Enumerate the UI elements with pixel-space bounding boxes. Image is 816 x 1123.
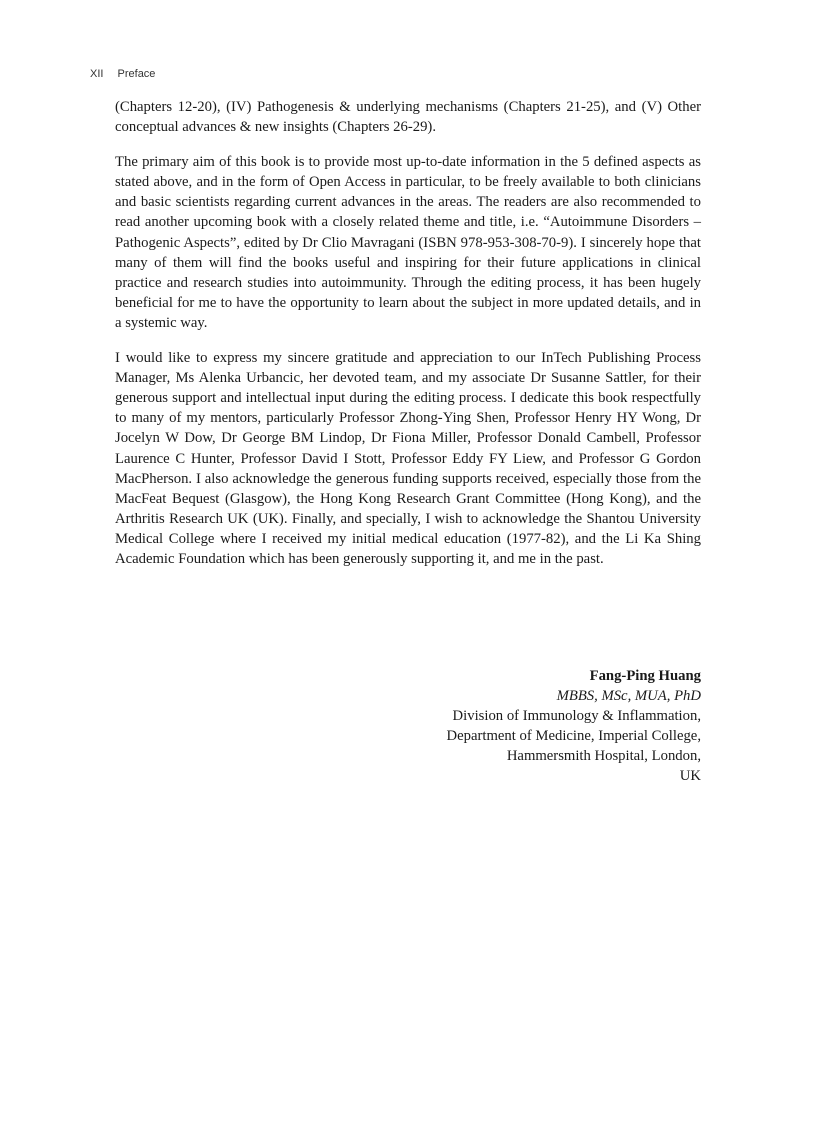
signature-block xyxy=(447,666,702,787)
paragraph-1: (Chapters 12-20), (IV) Pathogenesis & underlying mechanisms (Chapters 21-25), and (V) Other conceptual advances & new insights (Chapters 26-29). xyxy=(115,99,701,136)
paragraph-2: The primary aim of this book is to provide most up-to-date information in the 5 defined aspects as stated above, and in the form of Open Access in particular, to be freely available to both clinicians and basic scientists regarding current advances in the areas. The readers are also recommended to read another upcoming book with a closely related theme and title, i.e. “Autoimmune Disorders – Pathogenic Aspects”, edited by Dr Clio Mavragani (ISBN 978-953-308-70-9). I sincerely hope that many of them will find the books useful and inspiring for their future applications in clinical practice and research studies into autoimmunity. Through the editing process, it has been hugely beneficial for me to have the opportunity to learn about the subject in more updated details, and in a systemic way. xyxy=(115,154,701,331)
preface-body xyxy=(115,97,701,584)
affiliation-line-1: Division of Immunology & Inflammation, xyxy=(452,708,701,725)
section-title: Preface xyxy=(117,68,156,80)
author-degrees: MBBS, MSc, MUA, PhD xyxy=(556,688,701,705)
paragraph-3: I would like to express my sincere gratitude and appreciation to our InTech Publishing Process Manager, Ms Alenka Urbancic, her devoted team, and my associate Dr Susanne Sattler, for their generous support and intellectual input during the editing process. I dedicate this book respectfully to many of my mentors, particularly Professor Zhong-Ying Shen, Professor Henry HY Wong, Dr Jocelyn W Dow, Dr George BM Lindop, Dr Fiona Miller, Professor Donald Cambell, Professor Laurence C Hunter, Professor David I Stott, Professor Eddy FY Liew, and Professor G Gordon MacPherson. I also acknowledge the generous funding supports received, especially those from the MacFeat Bequest (Glasgow), the Hong Kong Research Grant Committee (Hong Kong), and the Arthritis Research UK (UK). Finally, and specially, I wish to acknowledge the Shantou University Medical College where I received my initial medical education (1977-82), and the Li Ka Shing Academic Foundation which has been generously supporting it, and me in the past. xyxy=(115,350,701,567)
author-name: Fang-Ping Huang xyxy=(589,668,701,684)
affiliation-line-2: Department of Medicine, Imperial College, xyxy=(446,728,701,745)
running-head xyxy=(90,68,155,80)
page-number: XII xyxy=(90,68,104,80)
affiliation-line-3: Hammersmith Hospital, London, xyxy=(506,748,701,765)
affiliation-line-4: UK xyxy=(679,768,701,785)
